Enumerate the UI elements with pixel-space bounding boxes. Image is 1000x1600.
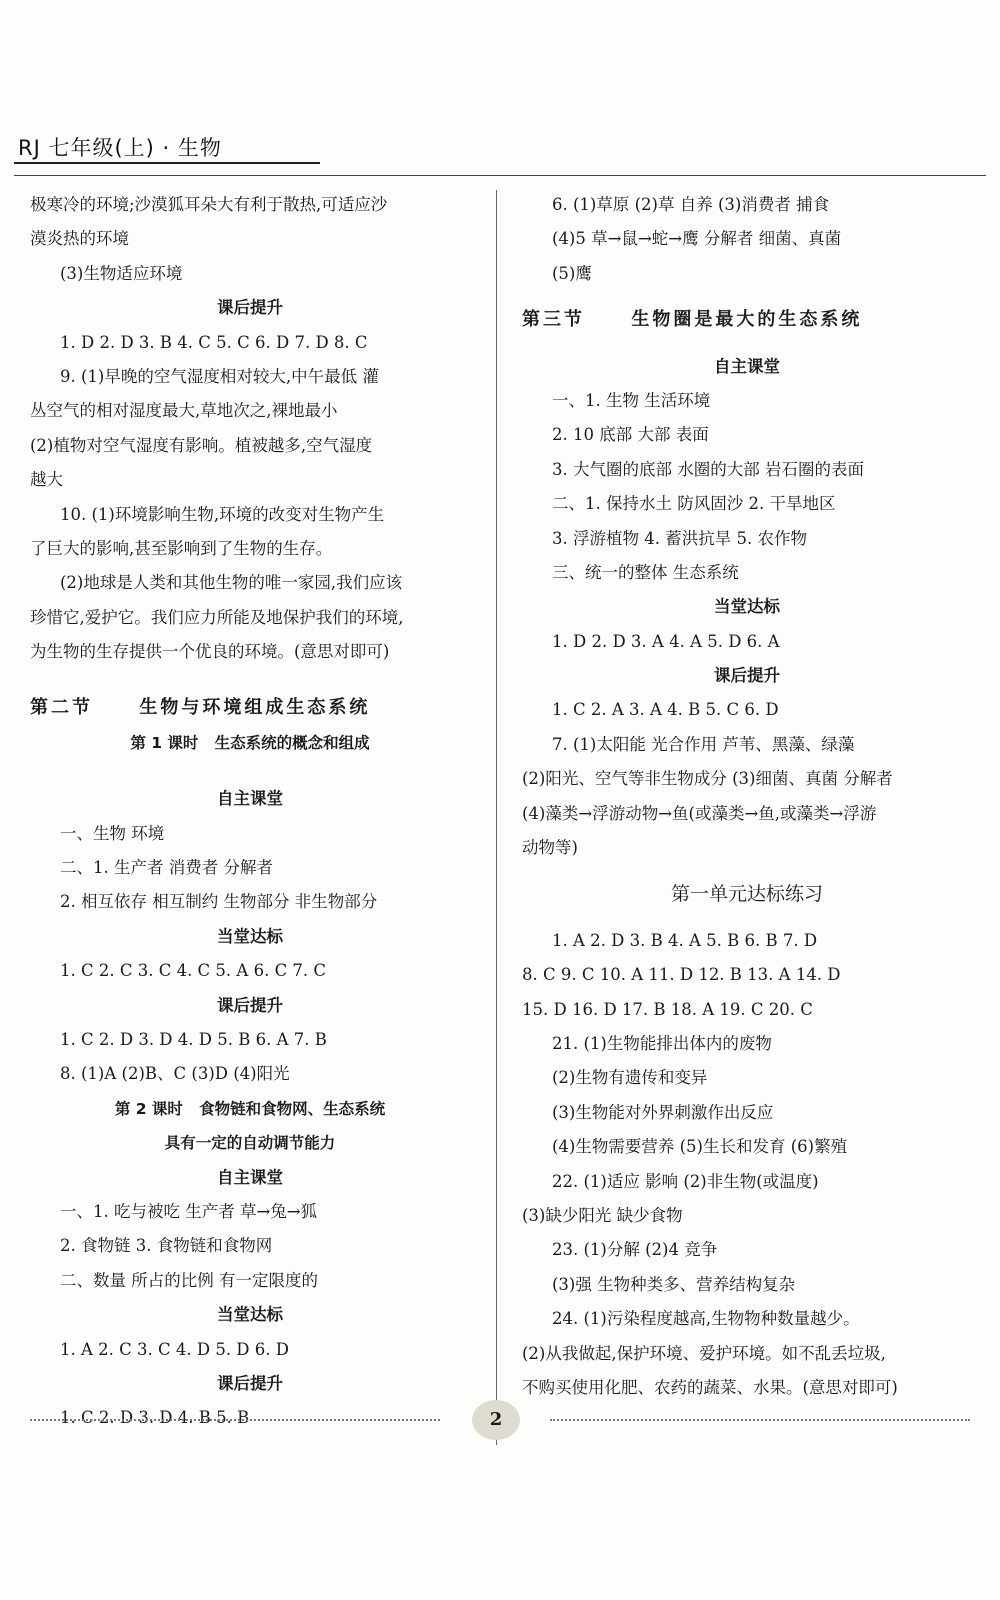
answer-line: 1. C 2. D 3. D 4. D 5. B 6. A 7. B: [60, 1029, 327, 1049]
answer-line: 1. C 2. D 3. D 4. B 5. B: [60, 1408, 250, 1428]
answer-line: 2. 10 底部 大部 表面: [552, 425, 709, 445]
spacer: [30, 760, 470, 782]
spacer: [522, 912, 972, 924]
section-heading: 第 2 课时 食物链和食物网、生态系统: [114, 1099, 386, 1118]
section-heading: 自主课堂: [217, 789, 283, 809]
column-divider: [496, 190, 497, 1445]
answer-line: 一、1. 生物 生活环境: [552, 390, 711, 410]
spacer: [522, 865, 972, 877]
section-heading: 自主课堂: [714, 356, 780, 376]
right-column: [522, 188, 972, 1405]
answer-line: 极寒冷的环境;沙漠狐耳朵大有利于散热,可适应沙: [30, 195, 388, 214]
answer-line: 珍惜它,爱护它。我们应力所能及地保护我们的环境,: [30, 607, 404, 627]
answer-line: (3)生物适应环境: [60, 263, 183, 283]
left-column: [30, 188, 470, 1436]
answer-line: 10. (1)环境影响生物,环境的改变对生物产生: [60, 504, 385, 524]
page-header: RJ 七年级(上) · 生物: [18, 136, 222, 160]
section-heading: 第三节 生物圈是最大的生态系统: [522, 309, 863, 331]
answer-line: (2)生物有遗传和变异: [552, 1068, 708, 1088]
answer-line: 24. (1)污染程度越高,生物物种数量越少。: [552, 1309, 860, 1329]
answer-line: (4)5 草→鼠→蛇→鹰 分解者 细菌、真菌: [552, 229, 842, 249]
answer-line: 15. D 16. D 17. B 18. A 19. C 20. C: [522, 999, 813, 1019]
footer-dots-left: [30, 1419, 440, 1421]
answer-line: 为生物的生存提供一个优良的环境。(意思对即可): [30, 642, 390, 662]
page-number: 2: [472, 1400, 520, 1440]
answer-line: 二、1. 保持水土 防风固沙 2. 干旱地区: [552, 494, 836, 514]
answer-line: 越大: [30, 470, 63, 490]
answer-line: (2)从我做起,保护环境、爱护环境。如不乱丢垃圾,: [522, 1343, 886, 1363]
answer-line: 丛空气的相对湿度最大,草地次之,裸地最小: [30, 401, 338, 421]
answer-line: 6. (1)草原 (2)草 自养 (3)消费者 捕食: [552, 195, 830, 214]
answer-line: (4)生物需要营养 (5)生长和发育 (6)繁殖: [552, 1137, 848, 1157]
answer-line: 漠炎热的环境: [30, 229, 129, 249]
header-rule: [14, 175, 986, 176]
answer-line: 二、1. 生产者 消费者 分解者: [60, 858, 273, 878]
answer-line: (5)鹰: [552, 263, 592, 283]
answer-line: (3)生物能对外界刺激作出反应: [552, 1102, 774, 1122]
answer-line: 21. (1)生物能排出体内的废物: [552, 1033, 772, 1053]
section-heading: 第一单元达标练习: [670, 883, 823, 906]
section-heading: 课后提升: [714, 666, 780, 686]
answer-line: 1. A 2. C 3. C 4. D 5. D 6. D: [60, 1339, 290, 1359]
answer-line: 了巨大的影响,甚至影响到了生物的生存。: [30, 538, 333, 558]
section-heading: 课后提升: [217, 1373, 283, 1393]
section-heading: 自主课堂: [217, 1167, 283, 1187]
answer-line: 一、1. 吃与被吃 生产者 草→兔→狐: [60, 1201, 318, 1221]
answer-line: (2)阳光、空气等非生物成分 (3)细菌、真菌 分解者: [522, 769, 893, 789]
answer-line: 不购买使用化肥、农药的蔬菜、水果。(意思对即可): [522, 1377, 898, 1397]
answer-line: 一、生物 环境: [60, 823, 165, 843]
answer-line: 22. (1)适应 影响 (2)非生物(或温度): [552, 1171, 819, 1191]
section-heading: 课后提升: [217, 995, 283, 1015]
answer-line: 3. 大气圈的底部 水圈的大部 岩石圈的表面: [552, 459, 864, 479]
answer-line: 8. C 9. C 10. A 11. D 12. B 13. A 14. D: [522, 965, 841, 985]
answer-line: (4)藻类→浮游动物→鱼(或藻类→鱼,或藻类→浮游: [522, 803, 877, 823]
section-heading: 当堂达标: [217, 1305, 283, 1325]
answer-line: 二、数量 所占的比例 有一定限度的: [60, 1270, 318, 1290]
section-heading: 课后提升: [217, 298, 283, 318]
answer-line: 1. A 2. D 3. B 4. A 5. B 6. B 7. D: [552, 930, 818, 950]
answer-line: 1. D 2. D 3. A 4. A 5. D 6. A: [552, 631, 780, 651]
section-heading: 当堂达标: [714, 597, 780, 617]
answer-line: 1. C 2. A 3. A 4. B 5. C 6. D: [552, 700, 779, 720]
section-heading: 第 1 课时 生态系统的概念和组成: [130, 733, 370, 752]
answer-line: 2. 相互依存 相互制约 生物部分 非生物部分: [60, 892, 378, 912]
answer-line: 8. (1)A (2)B、C (3)D (4)阳光: [60, 1064, 290, 1084]
answer-line: 9. (1)早晚的空气湿度相对较大,中午最低 灌: [60, 366, 379, 386]
answer-line: 1. D 2. D 3. B 4. C 5. C 6. D 7. D 8. C: [60, 332, 368, 352]
section-heading: 第二节 生物与环境组成生态系统: [30, 697, 371, 719]
answer-line: (3)缺少阳光 缺少食物: [522, 1205, 683, 1225]
answer-line: 2. 食物链 3. 食物链和食物网: [60, 1236, 273, 1256]
spacer: [30, 669, 470, 691]
answer-line: (2)地球是人类和其他生物的唯一家园,我们应该: [60, 573, 403, 593]
answer-line: 1. C 2. C 3. C 4. C 5. A 6. C 7. C: [60, 961, 327, 981]
answer-line: 三、统一的整体 生态系统: [552, 562, 739, 582]
spacer: [522, 291, 972, 303]
section-heading: 当堂达标: [217, 926, 283, 946]
answer-line: 动物等): [522, 838, 578, 858]
answer-line: 23. (1)分解 (2)4 竞争: [552, 1240, 718, 1260]
footer-dots-right: [550, 1419, 970, 1421]
section-heading: 具有一定的自动调节能力: [164, 1134, 336, 1153]
answer-line: (3)强 生物种类多、营养结构复杂: [552, 1274, 796, 1294]
spacer: [522, 338, 972, 350]
answer-line: (2)植物对空气湿度有影响。植被越多,空气湿度: [30, 435, 373, 455]
answer-line: 3. 浮游植物 4. 蓄洪抗旱 5. 农作物: [552, 528, 807, 548]
header-underline: [14, 162, 320, 164]
answer-line: 7. (1)太阳能 光合作用 芦苇、黑藻、绿藻: [552, 734, 855, 754]
